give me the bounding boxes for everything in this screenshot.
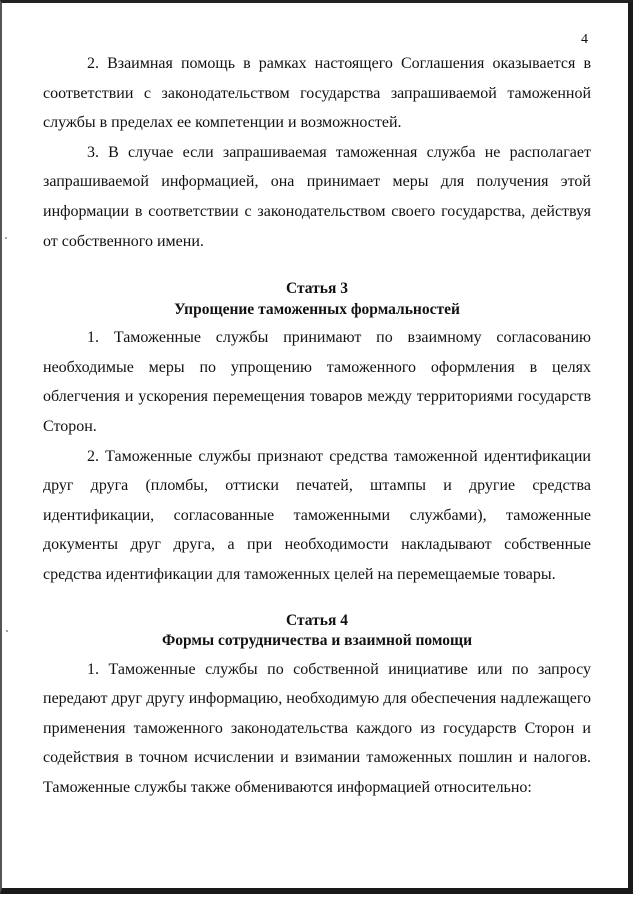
- scan-speck: [5, 237, 7, 239]
- page-number: 4: [581, 32, 588, 47]
- article-title: Формы сотрудничества и взаимной помощи: [161, 632, 473, 649]
- paragraph: 3. В случае если запрашиваемая таможенная служба не располагает запрашиваемой информацией, она принимает меры для получения этой информации в соответствии с законодательством своего государства, действуя от собственного имени.: [43, 143, 591, 250]
- article-number: Статья 4: [286, 611, 348, 629]
- paragraph: 2. Взаимная помощь в рамках настоящего Соглашения оказывается в соответствии с законодательством государства запрашиваемой таможенной службы в пределах ее компетенции и возможностей.: [43, 55, 591, 132]
- article-title: Упрощение таможенных формальностей: [174, 300, 460, 318]
- scan-speck: [6, 630, 8, 632]
- paragraph: 1. Таможенные службы по собственной инициативе или по запросу передают друг другу информацию, необходимую для обеспечения надлежащего применения таможенного законодательства каждого из государств Сторон и содействия в точном исчислении и взимании таможенных пошлин и налогов. Таможенные службы также обмениваются информацией относительно:: [43, 660, 591, 796]
- article-number: Статья 3: [286, 280, 348, 298]
- document-body: [43, 49, 591, 802]
- paragraph: 1. Таможенные службы принимают по взаимному согласованию необходимые меры по упрощению таможенного оформления в целях облегчения и ускорения перемещения товаров между территориями государств Сторон.: [43, 329, 591, 435]
- paragraph: 2. Таможенные службы признают средства таможенной идентификации друг друга (пломбы, оттиски печатей, штампы и другие средства идентификации, согласованные таможенными службами), таможенные документы друг друга, а при необходимости накладывают собственные средства идентификации для таможенных целей на перемещаемые товары.: [43, 447, 591, 583]
